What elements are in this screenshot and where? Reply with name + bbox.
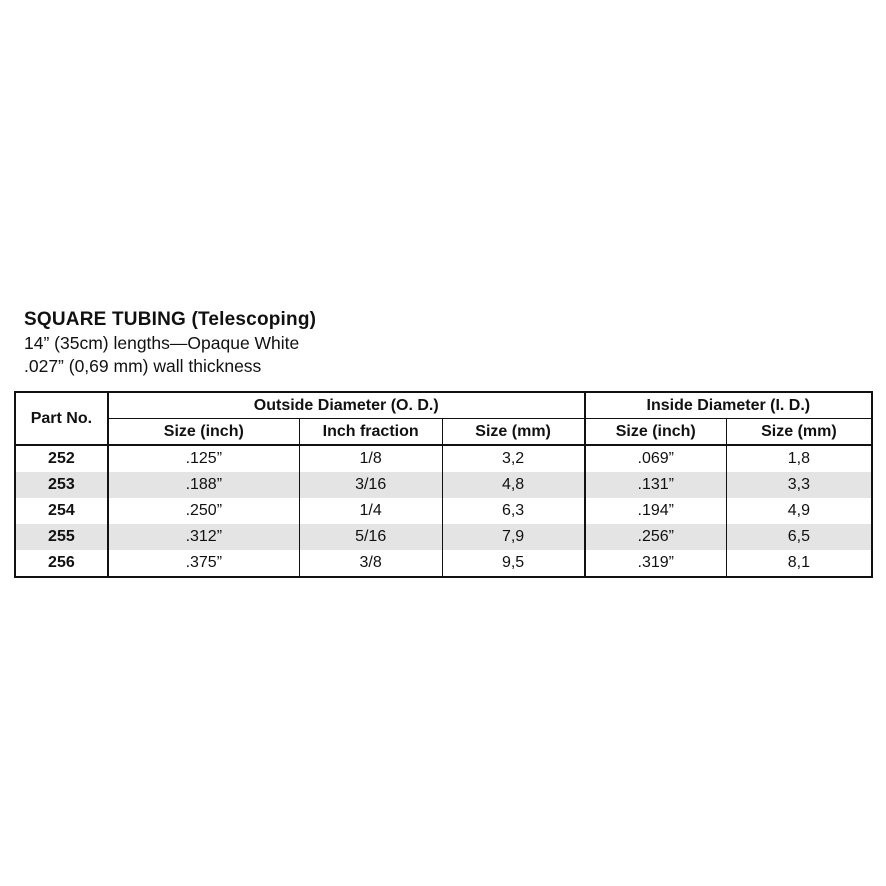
inside-diameter-header: Inside Diameter (I. D.) [585,392,872,419]
table-row [15,524,872,550]
od-inch-fraction: 5/16 [299,524,442,550]
part-number: 254 [15,498,108,524]
id-size-mm: 4,9 [787,502,811,519]
id-size-inch: .194” [585,498,727,524]
outside-diameter-header: Outside Diameter (O. D.) [108,392,585,419]
od-size-inch: .125” [108,445,300,472]
od-size-inch: .250” [108,498,300,524]
od-size-inch: .312” [108,524,300,550]
group-header-row [15,392,872,419]
od-size-mm: 9,5 [442,550,585,577]
id-size-mm: 3,3 [726,472,872,498]
id-size-mm: 6,5 [726,524,872,550]
id-size-inch: .256” [585,524,727,550]
table-row [15,498,872,524]
id-size-inch: .319” [585,550,727,577]
od-inch-fraction: 1/8 [299,445,442,472]
wall-thickness-description: .027” (0,69 mm) wall thickness [24,356,262,376]
od-size-mm: 6,3 [442,498,585,524]
table-row [15,445,872,472]
id-size-inch-header: Size (inch) [585,419,727,446]
id-size-inch: .069” [585,445,727,472]
length-description: 14” (35cm) lengths—Opaque White [24,333,300,353]
od-size-mm: 4,8 [442,472,585,498]
id-size-mm: 8,1 [787,554,811,571]
od-size-mm-header: Size (mm) [442,419,585,446]
part-no-header: Part No. [15,392,108,445]
part-number: 256 [15,550,108,577]
od-size-inch: .188” [108,472,300,498]
od-size-inch-header: Size (inch) [108,419,300,446]
table-row [15,550,872,577]
tubing-spec-table [14,391,873,578]
part-number: 252 [15,445,108,472]
id-size-mm-header: Size (mm) [726,419,872,446]
table-row [15,472,872,498]
id-size-inch: .131” [585,472,727,498]
document-title: SQUARE TUBING (Telescoping) [24,309,317,330]
od-inch-fraction: 1/4 [299,498,442,524]
part-number: 255 [15,524,108,550]
od-size-mm: 3,2 [442,445,585,472]
od-size-inch: .375” [108,550,300,577]
column-header-row [15,419,872,446]
od-size-mm: 7,9 [442,524,585,550]
od-inch-fraction: 3/8 [299,550,442,577]
heading-block [24,308,724,378]
od-inch-fraction-header: Inch fraction [299,419,442,446]
part-number: 253 [15,472,108,498]
id-size-mm: 1,8 [787,450,811,467]
od-inch-fraction: 3/16 [299,472,442,498]
